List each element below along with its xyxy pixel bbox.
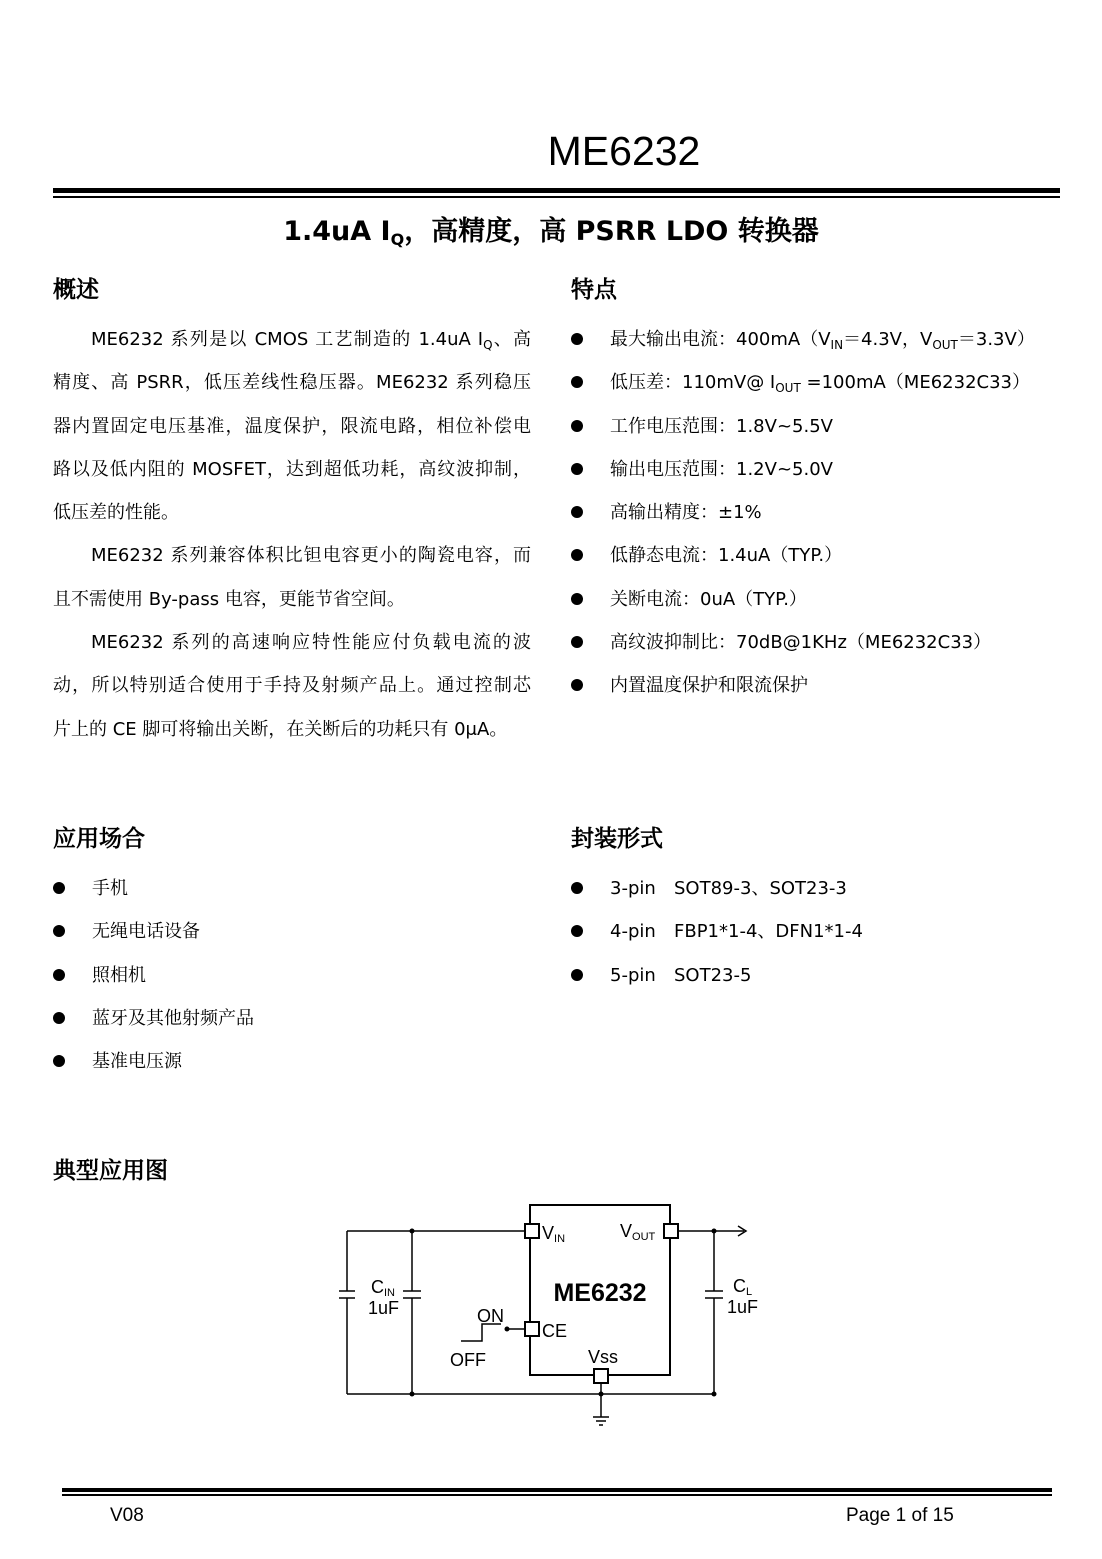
list-item: 照相机 <box>53 954 493 997</box>
list-item: 最大输出电流：$400mA(V_{IN}=4.3V$，$V_{OUT}=3.3V$） <box>571 318 1071 361</box>
bullet-icon <box>571 969 583 981</box>
bullet-icon <box>571 463 583 475</box>
junction-dot <box>712 1392 717 1397</box>
list-item: 关断电流：0uA（TYP.） <box>571 578 1071 621</box>
overview-line-4: 路以及低内阻的 MOSFET，达到超低功耗，高纹波抑制， <box>53 458 531 480</box>
bullet-icon <box>571 506 583 518</box>
overview-line-1: ME6232 系列是以 CMOS 工艺制造的 1.4uA $I_Q$、高 <box>91 329 531 352</box>
junction-dot <box>599 1392 604 1397</box>
list-item: 低静态电流：1.4uA（TYP.） <box>571 534 1071 577</box>
junction-dot <box>410 1229 415 1234</box>
overview-line-5: 低压差的性能。 <box>53 502 179 524</box>
overview-text <box>53 318 531 751</box>
vss-pin-icon <box>594 1369 608 1383</box>
list-item: 工作电压范围：1.8V~5.5V <box>571 405 1071 448</box>
list-item: 无绳电话设备 <box>53 910 493 953</box>
list-item: 内置温度保护和限流保护 <box>571 664 1071 707</box>
vin-pin-label: VIN <box>542 1223 566 1245</box>
bullet-icon <box>53 882 65 894</box>
overview-line-2: 精度、高 PSRR，低压差线性稳压器。ME6232 系列稳压 <box>53 372 531 394</box>
cin-value: 1uF <box>368 1298 400 1318</box>
bullet-icon <box>571 679 583 691</box>
features-heading: 特点 <box>571 277 617 303</box>
footer-rule-thick <box>62 1488 1052 1492</box>
overview-heading: 概述 <box>53 277 99 303</box>
overview-line-10: 片上的 CE 脚可将输出关断，在关断后的功耗只有 0μA。 <box>53 718 508 740</box>
bullet-icon <box>53 1055 65 1067</box>
bullet-icon <box>571 925 583 937</box>
overview-line-7: 且不需使用 By-pass 电容，更能节省空间。 <box>53 588 405 610</box>
bullet-icon <box>571 549 583 561</box>
bullet-icon <box>53 1012 65 1024</box>
packages-heading: 封装形式 <box>571 826 663 852</box>
vout-pin-label: VOUT <box>620 1221 656 1243</box>
applications-list <box>53 867 493 1083</box>
cl-value: 1uF <box>727 1297 759 1317</box>
list-item: 基准电压源 <box>53 1040 493 1083</box>
cl-label: CL <box>733 1276 753 1298</box>
vin-pin-icon <box>525 1224 539 1238</box>
document-title: 1.4uA $I_Q$，高精度，高 PSRR LDO 转换器 <box>283 216 819 249</box>
cl-capacitor-icon <box>705 1291 723 1298</box>
junction-dot <box>712 1229 717 1234</box>
bullet-icon <box>571 420 583 432</box>
overview-line-8: ME6232 系列的高速响应特性能应付负载电流的波 <box>91 632 531 654</box>
features-list <box>571 318 1071 708</box>
typical-app-heading: 典型应用图 <box>53 1158 168 1184</box>
off-label: OFF <box>450 1350 486 1370</box>
junction-dot <box>410 1392 415 1397</box>
ground-icon <box>593 1417 609 1425</box>
edge-capacitor-left-icon <box>339 1291 355 1298</box>
vout-pin-icon <box>664 1224 678 1238</box>
bullet-icon <box>53 969 65 981</box>
typical-application-circuit <box>330 1195 770 1435</box>
overview-line-9: 动，所以特别适合使用于手持及射频产品上。通过控制芯 <box>53 675 531 697</box>
on-off-switch-icon <box>461 1324 501 1341</box>
bullet-icon <box>571 376 583 388</box>
on-label: ON <box>477 1306 504 1326</box>
junction-dot <box>505 1327 510 1332</box>
bullet-icon <box>53 925 65 937</box>
bullet-icon <box>571 593 583 605</box>
cin-capacitor-icon <box>403 1291 421 1298</box>
applications-heading: 应用场合 <box>53 826 145 852</box>
list-item: 高纹波抑制比：70dB@1KHz（ME6232C33） <box>571 621 1071 664</box>
part-number: ME6232 <box>547 128 701 174</box>
list-item: 5-pin SOT23-5 <box>571 954 1051 997</box>
ce-pin-label: CE <box>542 1321 568 1341</box>
list-item: 输出电压范围：1.2V~5.0V <box>571 448 1071 491</box>
bullet-icon <box>571 636 583 648</box>
chip-label: ME6232 <box>553 1279 647 1307</box>
page-number: Page 1 of 15 <box>846 1505 954 1526</box>
bullet-icon <box>571 333 583 345</box>
bullet-icon <box>571 882 583 894</box>
ce-pin-icon <box>525 1322 539 1336</box>
header-rule-thick <box>53 188 1060 193</box>
header-rule-thin <box>53 196 1060 198</box>
list-item: 低压差：110mV@ $I_{OUT} =100mA(ME6232C33)$ <box>571 361 1071 404</box>
footer-rule-thin <box>62 1494 1052 1496</box>
list-item: 高输出精度：±1% <box>571 491 1071 534</box>
version-label: V08 <box>110 1505 144 1526</box>
list-item: 4-pin FBP1*1-4、DFN1*1-4 <box>571 910 1051 953</box>
overview-line-6: ME6232 系列兼容体积比钽电容更小的陶瓷电容，而 <box>91 545 531 567</box>
list-item: 3-pin SOT89-3、SOT23-3 <box>571 867 1051 910</box>
list-item: 蓝牙及其他射频产品 <box>53 997 493 1040</box>
overview-line-3: 器内置固定电压基准，温度保护，限流电路，相位补偿电 <box>53 415 531 437</box>
vss-pin-label: Vss <box>588 1347 619 1367</box>
packages-list <box>571 867 1051 997</box>
cin-label: CIN <box>371 1277 395 1299</box>
list-item: 手机 <box>53 867 493 910</box>
